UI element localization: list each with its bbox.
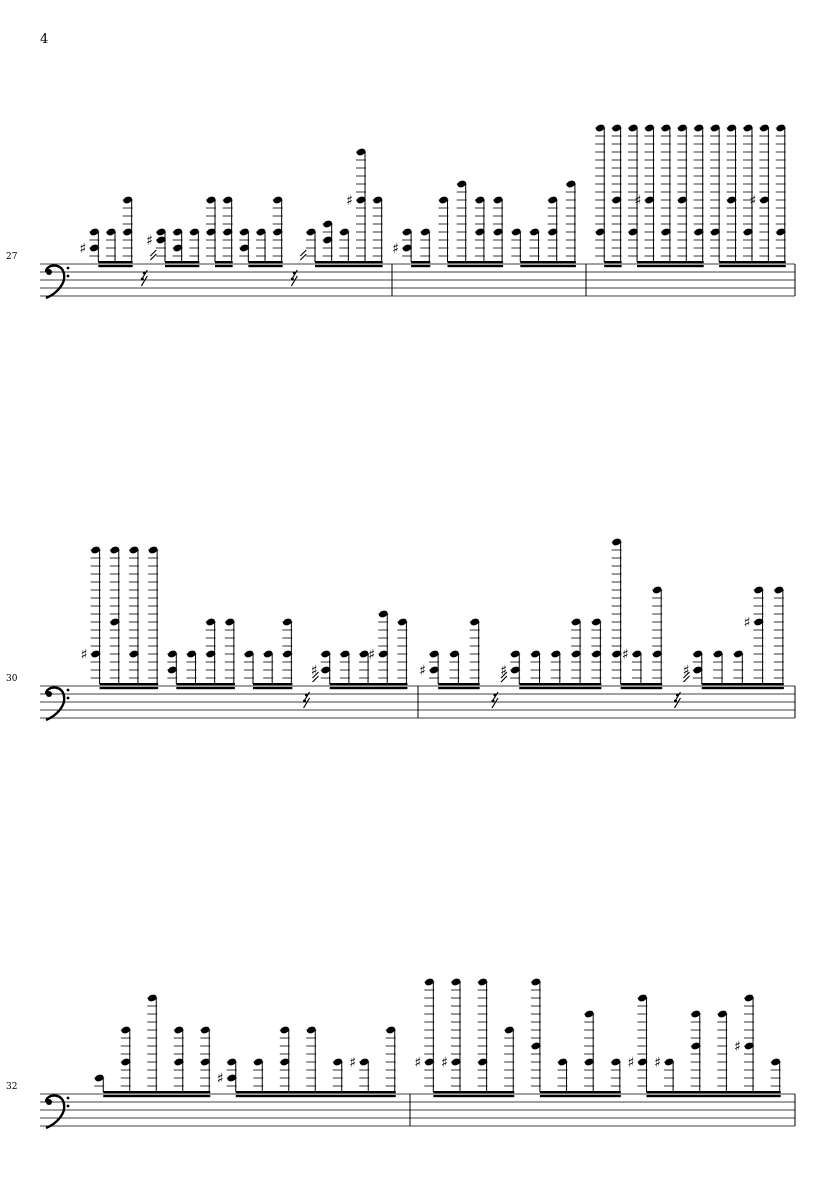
beam — [519, 683, 601, 685]
beam — [433, 1095, 514, 1097]
beam — [103, 1095, 210, 1097]
beam — [411, 265, 430, 267]
beam — [98, 261, 132, 263]
sharp-icon: ♯ — [734, 1039, 741, 1055]
beam — [637, 265, 704, 267]
measure-number-27: 27 — [6, 252, 18, 262]
bass-clef-dot — [67, 275, 70, 278]
sharp-icon: ♯ — [634, 193, 642, 209]
beam — [176, 683, 235, 685]
beam — [438, 687, 480, 689]
beam — [637, 261, 704, 263]
beam — [165, 261, 199, 263]
sharp-icon: ♯ — [627, 1055, 635, 1071]
beam — [98, 265, 132, 267]
beam — [236, 1095, 396, 1097]
beam — [448, 261, 504, 263]
beam — [621, 687, 663, 689]
sharp-icon: ♯ — [654, 1055, 661, 1071]
beam — [330, 687, 408, 689]
rest-dot — [676, 694, 679, 697]
sharp-icon: ♯ — [310, 663, 318, 679]
sharp-icon: ♯ — [419, 663, 426, 679]
beam — [621, 683, 663, 685]
beam — [176, 687, 235, 689]
rest-dot — [303, 700, 306, 703]
rest-dot — [293, 272, 296, 275]
beam — [520, 261, 576, 263]
page-number: 4 — [40, 32, 49, 47]
measure-number-32: 32 — [6, 1082, 18, 1092]
beam — [433, 1091, 514, 1093]
sharp-icon: ♯ — [392, 241, 399, 257]
beam — [702, 687, 784, 689]
beam — [165, 265, 199, 267]
bass-clef-dot — [67, 1097, 70, 1100]
beam — [540, 1091, 621, 1093]
beam — [248, 261, 282, 263]
sharp-icon: ♯ — [682, 663, 690, 679]
beam — [100, 683, 159, 685]
rest-dot — [305, 694, 308, 697]
bass-clef-dot — [46, 1099, 52, 1105]
sharp-icon: ♯ — [346, 193, 353, 209]
beam — [448, 265, 504, 267]
beam — [604, 261, 621, 263]
sharp-icon: ♯ — [621, 647, 629, 663]
beam — [702, 683, 784, 685]
rest-dot — [141, 278, 144, 281]
beam — [215, 265, 233, 267]
beam — [438, 683, 480, 685]
beam — [253, 683, 292, 685]
sharp-icon: ♯ — [749, 193, 757, 209]
beam — [253, 687, 292, 689]
bass-clef-dot — [67, 1105, 70, 1108]
sharp-icon: ♯ — [349, 1055, 357, 1071]
rest-dot — [143, 272, 146, 275]
beam — [646, 1095, 780, 1097]
beam — [604, 265, 621, 267]
beam — [215, 261, 233, 263]
rest-dot — [291, 278, 294, 281]
bass-clef-dot — [67, 689, 70, 692]
sharp-icon: ♯ — [500, 663, 508, 679]
sharp-icon: ♯ — [440, 1055, 448, 1071]
beam — [719, 265, 786, 267]
sharp-icon: ♯ — [146, 233, 153, 249]
sharp-icon: ♯ — [414, 1055, 422, 1071]
sharp-icon: ♯ — [216, 1071, 224, 1087]
rest-dot — [674, 700, 677, 703]
bass-clef-dot — [67, 267, 70, 270]
sharp-icon: ♯ — [368, 647, 376, 663]
sharp-icon: ♯ — [79, 241, 87, 257]
bass-clef-dot — [67, 697, 70, 700]
sharp-icon: ♯ — [743, 615, 751, 631]
beam — [520, 265, 576, 267]
beam — [236, 1091, 396, 1093]
beam — [100, 687, 159, 689]
beam — [103, 1091, 210, 1093]
beam — [519, 687, 601, 689]
beam — [315, 265, 383, 267]
beam — [646, 1091, 780, 1093]
beam — [330, 683, 408, 685]
beam — [540, 1095, 621, 1097]
rest-dot — [493, 694, 496, 697]
bass-clef-dot — [46, 269, 52, 275]
beam — [248, 265, 282, 267]
beam — [315, 261, 383, 263]
beam — [719, 261, 786, 263]
rest-dot — [491, 700, 494, 703]
bass-clef-dot — [46, 691, 52, 697]
beam — [411, 261, 430, 263]
measure-number-30: 30 — [6, 674, 18, 684]
sharp-icon: ♯ — [80, 647, 88, 663]
